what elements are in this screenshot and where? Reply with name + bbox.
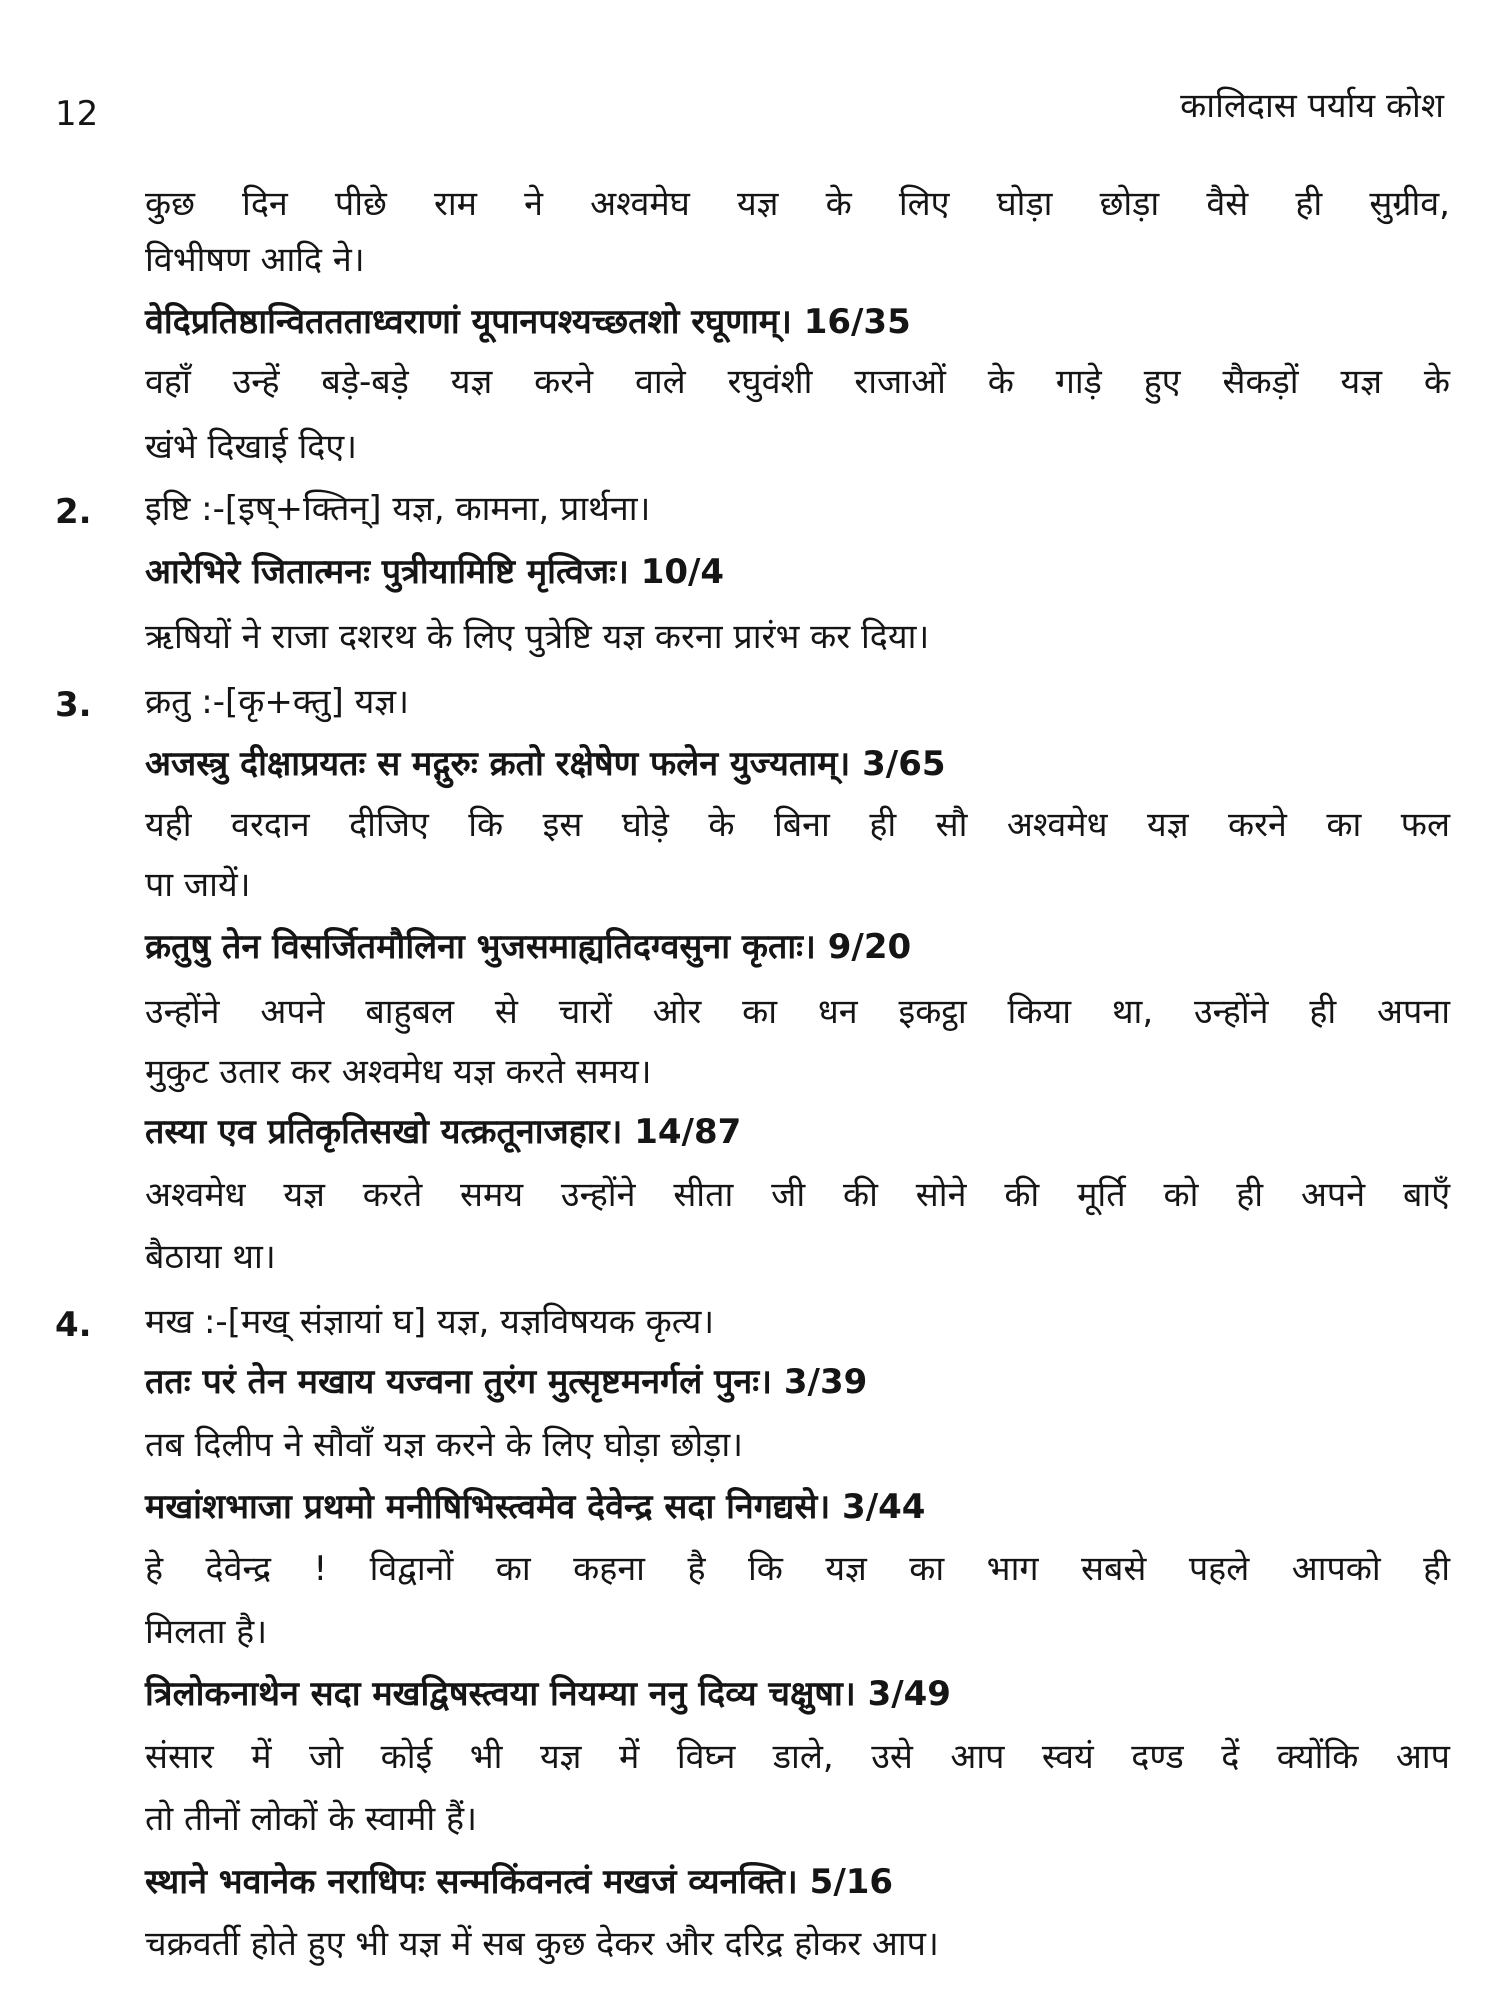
verse-line: ततः परं तेन मखाय यज्वना तुरंग मुत्सृष्टमनर्गलं पुनः। 3/39 xyxy=(145,1362,868,1402)
text-line: कुछ दिन पीछे राम ने अश्वमेघ यज्ञ के लिए घोड़ा छोड़ा वैसे ही सुग्रीव, xyxy=(145,184,1450,224)
text-line: पा जायें। xyxy=(145,865,251,905)
entry-heading: इष्टि :-[इष्+क्तिन्] यज्ञ, कामना, प्रार्थना। xyxy=(145,489,651,529)
verse-line: आरेभिरे जितात्मनः पुत्रीयामिष्टि मृत्विजः। 10/4 xyxy=(145,552,725,592)
verse-line: वेदिप्रतिष्ठान्विततताध्वराणां यूपानपश्यच्छतशो रघूणाम्। 16/35 xyxy=(145,302,911,342)
page-number: 12 xyxy=(55,94,99,134)
text-line: उन्होंने अपने बाहुबल से चारों ओर का धन इकट्ठा किया था, उन्होंने ही अपना xyxy=(145,992,1450,1032)
text-line: यही वरदान दीजिए कि इस घोड़े के बिना ही सौ अश्वमेध यज्ञ करने का फल xyxy=(145,805,1450,845)
text-line: ऋषियों ने राजा दशरथ के लिए पुत्रेष्टि यज्ञ करना प्रारंभ कर दिया। xyxy=(145,617,930,657)
text-line: तब दिलीप ने सौवाँ यज्ञ करने के लिए घोड़ा छोड़ा। xyxy=(145,1425,744,1465)
text-line: तो तीनों लोकों के स्वामी हैं। xyxy=(145,1799,477,1839)
entry-heading: क्रतु :-[कृ+क्तु] यज्ञ। xyxy=(145,682,409,722)
text-line: चक्रवर्ती होते हुए भी यज्ञ में सब कुछ देकर और दरिद्र होकर आप। xyxy=(145,1924,939,1964)
verse-line: क्रतुषु तेन विसर्जितमौलिना भुजसमाह्यतिदग्वसुना कृताः। 9/20 xyxy=(145,927,912,967)
text-line: मुकुट उतार कर अश्वमेध यज्ञ करते समय। xyxy=(145,1052,652,1092)
text-line: हे देवेन्द्र ! विद्वानों का कहना है कि यज्ञ का भाग सबसे पहले आपको ही xyxy=(145,1549,1450,1589)
entry-number: 4. xyxy=(55,1305,92,1345)
text-line: संसार में जो कोई भी यज्ञ में विघ्न डाले, उसे आप स्वयं दण्ड दें क्योंकि आप xyxy=(145,1737,1450,1777)
verse-line: अजस्त्रु दीक्षाप्रयतः स मद्गुरुः क्रतो रक्षेषेण फलेन युज्यताम्। 3/65 xyxy=(145,744,946,784)
running-title: कालिदास पर्याय कोश xyxy=(1180,86,1444,126)
verse-line: मखांशभाजा प्रथमो मनीषिभिस्त्वमेव देवेन्द्र सदा निगद्यसे। 3/44 xyxy=(145,1487,926,1527)
text-line: बैठाया था। xyxy=(145,1237,276,1277)
verse-line: त्रिलोकनाथेन सदा मखद्विषस्त्वया नियम्या ननु दिव्य चक्षुषा। 3/49 xyxy=(145,1674,951,1714)
verse-line: स्थाने भवानेक नराधिपः सन्मकिंवनत्वं मखजं व्यनक्ति। 5/16 xyxy=(145,1862,894,1902)
entry-number: 2. xyxy=(55,492,92,532)
text-line: विभीषण आदि ने। xyxy=(145,240,365,280)
text-line: खंभे दिखाई दिए। xyxy=(145,427,358,467)
text-line: अश्वमेध यज्ञ करते समय उन्होंने सीता जी की सोने की मूर्ति को ही अपने बाएँ xyxy=(145,1175,1450,1215)
entry-number: 3. xyxy=(55,685,92,725)
verse-line: तस्या एव प्रतिकृतिसखो यत्क्रतूनाजहार। 14/87 xyxy=(145,1112,742,1152)
text-line: मिलता है। xyxy=(145,1612,268,1652)
text-line: वहाँ उन्हें बड़े-बड़े यज्ञ करने वाले रघुवंशी राजाओं के गाड़े हुए सैकड़ों यज्ञ के xyxy=(145,362,1450,402)
entry-heading: मख :-[मख् संज्ञायां घ] यज्ञ, यज्ञविषयक कृत्य। xyxy=(145,1302,715,1342)
